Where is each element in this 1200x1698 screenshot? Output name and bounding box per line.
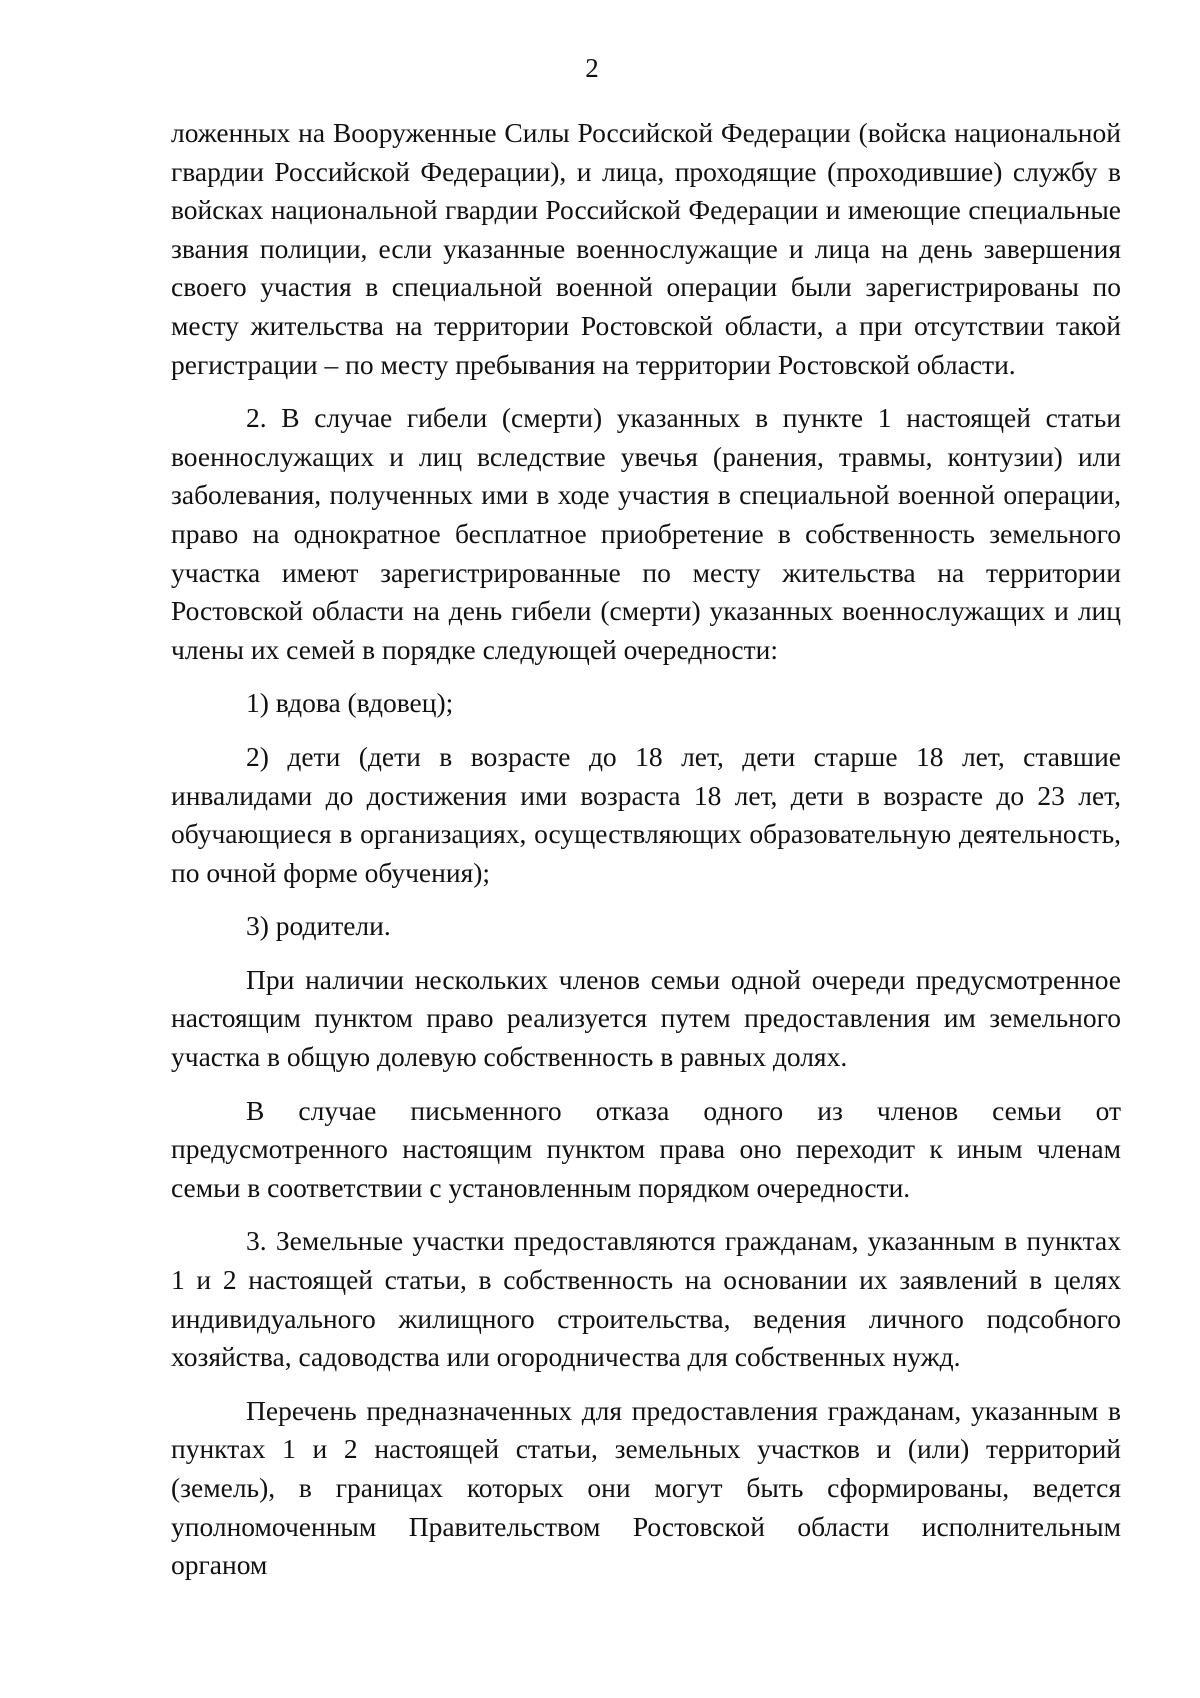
paragraph-clause-2: 2. В случае гибели (смерти) указанных в пункте 1 настоящей статьи военнослужащих и лиц вследствие увечья (ранения, травмы, контузии) или заболевания, полученных ими в ходе участия в специальной военной операции, право на однократное бесплатное приобретение в собственность земельного участка имеют зарегистрированные по месту жительства на территории Ростовской области на день гибели (смерти) указанных военнослужащих и лиц члены их семей в порядке следующей очередности:	[171, 402, 1121, 665]
list-item-widow: 1) вдова (вдовец);	[246, 687, 454, 719]
paragraph-continuation: ложенных на Вооруженные Силы Российской Федерации (войска национальной гвардии Российской Федерации), и лица, проходящие (проходившие) службу в войсках национальной гвардии Российской Федерации и имеющие специальные звания полиции, если указанные военнослужащие и лица на день завершения своего участия в специальной военной операции были зарегистрированы по месту жительства на территории Ростовской области, а при отсутствии такой регистрации – по месту пребывания на территории Ростовской области.	[171, 117, 1121, 380]
list-item-children: 2) дети (дети в возрасте до 18 лет, дети старше 18 лет, ставшие инвалидами до достижения ими возраста 18 лет, дети в возрасте до 23 лет, обучающиеся в организациях, осуществляющих образовательную деятельность, по очной форме обучения);	[171, 740, 1121, 888]
paragraph-shared-ownership: При наличии нескольких членов семьи одной очереди предусмотренное настоящим пунктом право реализуется путем предоставления им земельного участка в общую долевую собственность в равных долях.	[171, 963, 1121, 1073]
paragraph-refusal: В случае письменного отказа одного из членов семьи от предусмотренного настоящим пунктом права оно переходит к иным членам семьи в соответствии с установленным порядком очередности.	[171, 1094, 1121, 1203]
list-item-parents: 3) родители.	[246, 910, 391, 942]
paragraph-clause-3: 3. Земельные участки предоставляются гражданам, указанным в пунктах 1 и 2 настоящей статьи, в собственность на основании их заявлений в целях индивидуального жилищного строительства, ведения личного подсобного хозяйства, садоводства или огородничества для собственных нужд.	[171, 1225, 1121, 1373]
paragraph-land-list: Перечень предназначенных для предоставления гражданам, указанным в пунктах 1 и 2 настоящей статьи, земельных участков и (или) территорий (земель), в границах которых они могут быть сформированы, ведется уполномоченным Правительством Ростовской области исполнительным органом	[171, 1394, 1121, 1581]
document-body	[171, 114, 1121, 1600]
page-number: 2	[585, 53, 599, 83]
